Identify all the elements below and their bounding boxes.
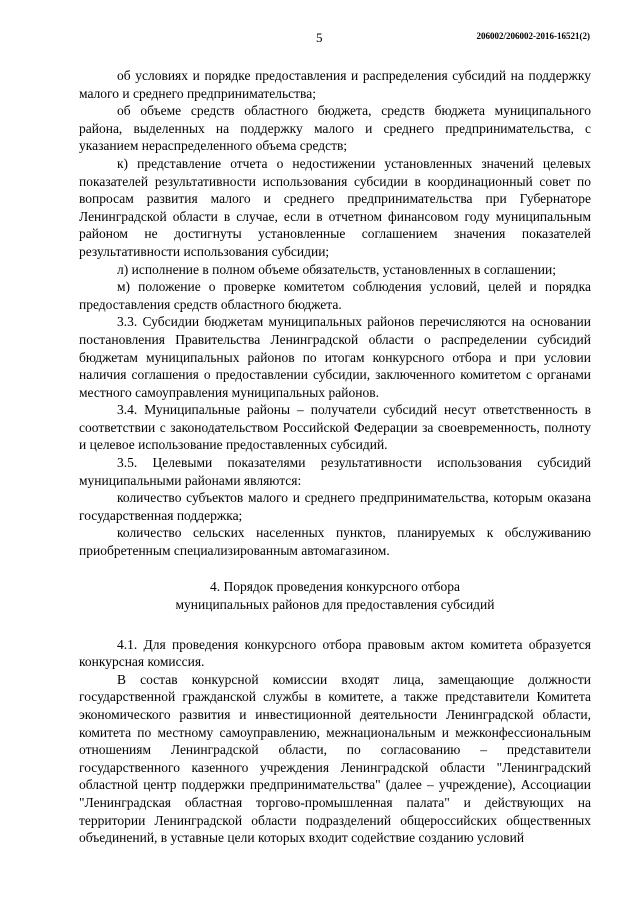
paragraph: л) исполнение в полном объеме обязательств, установленных в соглашении; [117,261,556,277]
paragraph: об объеме средств областного бюджета, средств бюджета муниципального района, выделенных на поддержку малого и среднего предпринимательства, с указанием нераспределенного объема средств; [79,103,591,154]
paragraph: В состав конкурсной комиссии входят лица, замещающие должности государственной гражданской службы в комитете, а также представители Комитета экономического развития и инвестиционной деятельности Ленинградской области, комитета по местному самоуправлению, межнациональным и межконфессиональным отношениям Ленинградской области, по согласованию – представители государственного казенного учреждения Ленинградской области "Ленинградский областной центр поддержки предпринимательства" (далее – учреждение), Ассоциации "Ленинградская областная торгово-промышленная палата" и действующих на территории Ленинградской области подразделений общероссийских общественных объединений, в уставные цели которых входит содействие созданию условий [79,671,591,846]
paragraph: 4.1. Для проведения конкурсного отбора правовым актом комитета образуется конкурсная комиссия. [79,636,591,670]
section-heading-line-2: муниципальных районов для предоставления субсидий [175,596,495,612]
section-heading-line-1: 4. Порядок проведения конкурсного отбора [209,578,461,594]
section-heading [79,578,591,614]
paragraph: к) представление отчета о недостижении установленных значений целевых показателей результативности использования субсидии в координационный совет по вопросам развития малого и среднего предпринимательства при Губернаторе Ленинградской области в случае, если в отчетном финансовом году муниципальным районом не достигнуты установленные соглашением значения показателей результативности использования субсидии; [79,155,591,259]
paragraph: количество сельских населенных пунктов, планируемых к обслуживанию приобретенным специализированным автомагазином. [79,525,591,559]
paragraph: 3.4. Муниципальные районы – получатели субсидий несут ответственность в соответствии с законодательством Российской Федерации за своевременность, полноту и целевое использование предоставленных субсидий. [79,402,591,453]
paragraph: количество субъектов малого и среднего предпринимательства, которым оказана государственная поддержка; [79,490,591,523]
paragraph: м) положение о проверке комитетом соблюдения условий, целей и порядка предоставления средств областного бюджета. [79,279,591,312]
page-number: 5 [316,30,323,45]
paragraph: 3.3. Субсидии бюджетам муниципальных районов перечисляются на основании постановления Правительства Ленинградской области о распределении субсидий бюджетам муниципальных районов по итогам конкурсного отбора и при условии наличия соглашения о предоставлении субсидии, заключенного комитетом с органами местного самоуправления муниципальных районов. [79,314,591,400]
document-body [79,67,591,847]
paragraph: 3.5. Целевыми показателями результативности использования субсидий муниципальными районами являются: [79,455,591,488]
paragraph: об условиях и порядке предоставления и распределения субсидий на поддержку малого и среднего предпринимательства; [79,68,591,101]
document-id: 206002/206002-2016-16521(2) [476,31,590,41]
